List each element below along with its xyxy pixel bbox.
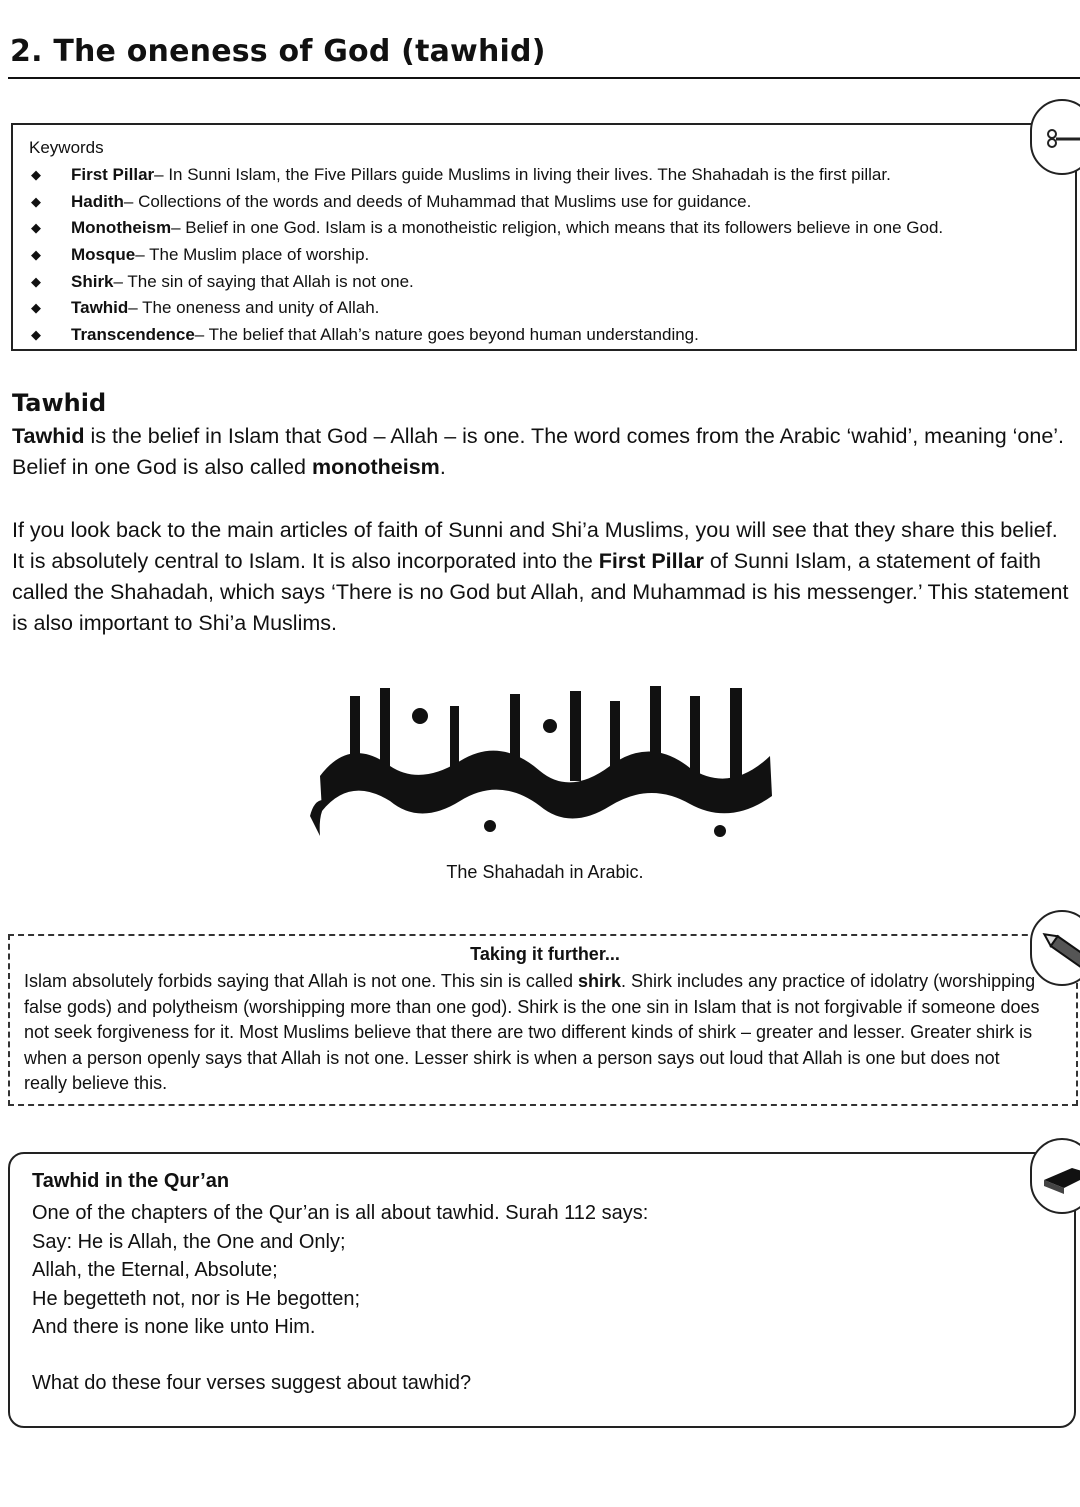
- keyword-term: Mosque: [71, 245, 136, 265]
- bold-term: shirk: [577, 971, 621, 991]
- keyword-item: [29, 322, 943, 349]
- image-caption: The Shahadah in Arabic.: [446, 862, 644, 882]
- quran-line: One of the chapters of the Qur’an is all about tawhid. Surah 112 says:: [32, 1202, 649, 1224]
- paragraph-text: of Sunni Islam, a statement of faith called the Shahadah, which says ‘There is no God but Allah, and Muhammad is his messenger.’ This statement is also important to Shi’a Muslims.: [12, 549, 1069, 635]
- tawhid-paragraph-2: [12, 515, 1072, 639]
- title-divider: [8, 77, 1080, 79]
- paragraph-text: . Shirk includes any practice of idolatry (worshipping false gods) and polytheism (worshipping more than one god). Shirk is the one sin in Islam that is not forgivable if someone does not seek forgiveness for it. Most Muslims believe that there are two different kinds of shirk – greater and lesser. Greater shirk is when a person openly says that Allah is not one. Lesser shirk is when a person says out loud that Allah is one but does not really believe this.: [24, 971, 1040, 1093]
- taking-it-further-title: Taking it further...: [470, 944, 620, 964]
- paragraph-text: .: [439, 455, 446, 479]
- shahadah-calligraphy: [310, 676, 780, 846]
- paragraph-text: If you look back to the main articles of faith of Sunni and Shi’a Muslims, you will see that they share this belief. It is absolutely central to Islam. It is also incorporated into the: [12, 518, 1058, 573]
- keyword-term: Hadith: [71, 191, 124, 211]
- keyword-definition: – The oneness and unity of Allah.: [128, 298, 380, 318]
- keywords-list: [29, 162, 943, 348]
- keywords-title: Keywords: [29, 138, 104, 157]
- quran-line: Allah, the Eternal, Absolute;: [32, 1259, 278, 1282]
- keyword-term: First Pillar: [71, 165, 155, 185]
- bullet-icon: ◆: [31, 326, 41, 342]
- keyword-item: [29, 242, 943, 269]
- quran-line: Say: He is Allah, the One and Only;: [32, 1230, 346, 1253]
- keyword-definition: – The Muslim place of worship.: [135, 245, 370, 265]
- quran-title: Tawhid in the Qur’an: [32, 1170, 230, 1192]
- key-icon: [1030, 99, 1080, 175]
- keyword-definition: – The sin of saying that Allah is not one.: [113, 271, 414, 291]
- bullet-icon: ◆: [31, 167, 41, 183]
- keyword-term: Monotheism: [71, 218, 172, 238]
- bullet-icon: ◆: [31, 193, 41, 209]
- quran-line: And there is none like unto Him.: [32, 1316, 316, 1339]
- keyword-item: [29, 162, 943, 189]
- bullet-icon: ◆: [31, 247, 41, 263]
- bullet-icon: ◆: [31, 300, 41, 316]
- keywords-box: [11, 123, 1077, 351]
- bold-term: First Pillar: [598, 549, 704, 573]
- keyword-definition: – Belief in one God. Islam is a monotheistic religion, which means that its followers believe in one God.: [171, 218, 944, 238]
- page-title: 2. The oneness of God (tawhid): [10, 34, 546, 69]
- quran-verses: [32, 1199, 648, 1342]
- bullet-icon: ◆: [31, 273, 41, 289]
- quran-line: He begetteth not, nor is He begotten;: [32, 1287, 360, 1310]
- keyword-term: Tawhid: [71, 298, 129, 318]
- keyword-item: [29, 295, 943, 322]
- bullet-icon: ◆: [31, 220, 41, 236]
- tawhid-paragraph-1: [12, 421, 1072, 483]
- book-icon: [1030, 1138, 1080, 1214]
- section-title: Tawhid: [12, 389, 107, 417]
- bold-term: monotheism: [311, 455, 440, 479]
- keyword-term: Shirk: [71, 271, 114, 291]
- keyword-item: [29, 215, 943, 242]
- keyword-definition: – In Sunni Islam, the Five Pillars guide Muslims in living their lives. The Shahadah is the first pillar.: [154, 165, 891, 185]
- keyword-definition: – The belief that Allah’s nature goes beyond human understanding.: [194, 324, 699, 344]
- paragraph-text: is the belief in Islam that God – Allah – is one. The word comes from the Arabic ‘wahid’, meaning ‘one’. Belief in one God is also called: [12, 424, 1065, 479]
- quran-question: What do these four verses suggest about tawhid?: [32, 1372, 472, 1394]
- paragraph-text: Islam absolutely forbids saying that Allah is not one. This sin is called: [24, 971, 578, 991]
- keyword-item: [29, 189, 943, 216]
- taking-it-further-text: [24, 969, 1044, 1097]
- bold-term: Tawhid: [12, 424, 85, 448]
- keyword-term: Transcendence: [71, 324, 195, 344]
- keyword-item: [29, 268, 943, 295]
- keyword-definition: – Collections of the words and deeds of Muhammad that Muslims use for guidance.: [123, 191, 752, 211]
- pencil-icon: [1030, 910, 1080, 986]
